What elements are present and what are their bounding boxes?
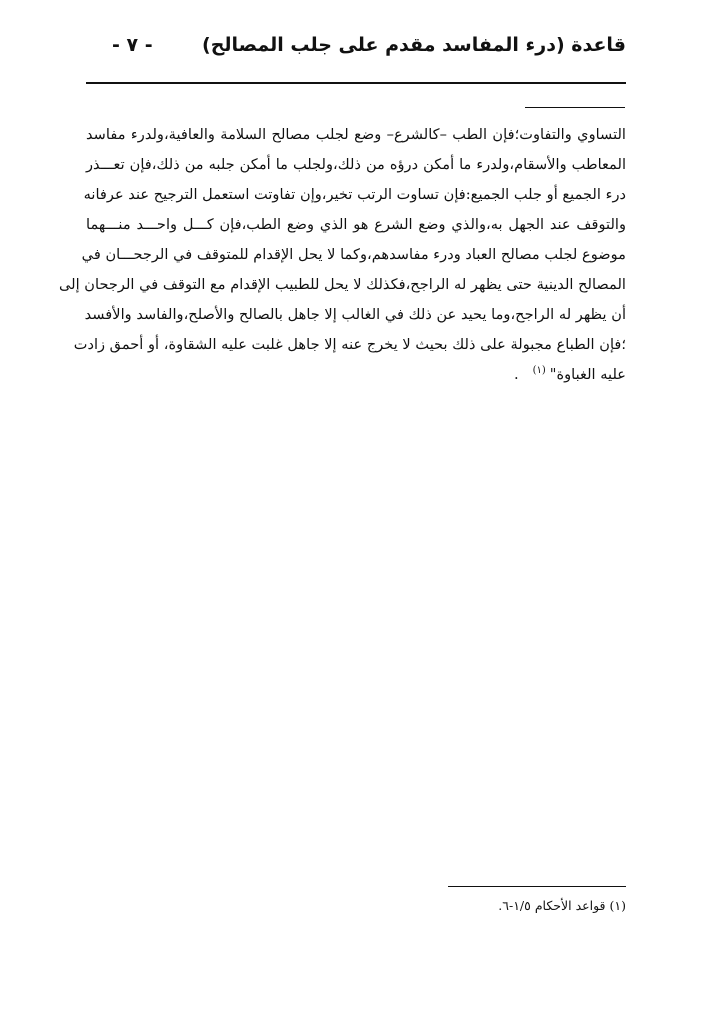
body-line-9-period: . (513, 366, 519, 383)
body-line-4: والتوقف عند الجهل به،والذي وضع الشرع هو الذي وضع الطب،فإن كـــل واحـــد منـــهما (86, 216, 626, 233)
footnote (498, 898, 626, 913)
footnote-rule (448, 886, 626, 887)
body-line-8: ؛فإن الطباع مجبولة على ذلك بحيث لا يخرج عنه إلا جاهل غلبت عليه الشقاوة، أو أحمق زادت (73, 336, 626, 353)
body-line-7: أن يظهر له الراجح،وما يحيد عن ذلك في الغالب إلا جاهل بالصالح والأصلح،والفاسد والأفسد (84, 306, 626, 323)
running-header (86, 28, 626, 68)
footnote-number: (١) (609, 898, 626, 913)
header-title: قاعدة (درء المفاسد مقدم على جلب المصالح) (202, 34, 626, 56)
header-rule (86, 82, 626, 84)
page-number: - ٧ - (112, 34, 153, 56)
body-line-3: درء الجميع أو جلب الجميع:فإن تساوت الرتب تخير،وإن تفاوتت استعمل الترجيح عند عرفانه (83, 186, 626, 203)
footnote-text: قواعد الأحكام ١/٥-٦. (498, 898, 606, 913)
body-text (58, 120, 626, 390)
body-line-1: التساوي والتفاوت؛فإن الطب –كالشرع– وضع لجلب مصالح السلامة والعافية،ولدرء مفاسد (86, 126, 626, 143)
body-line-6: المصالح الدينية حتى يظهر له الراجح،فكذلك لا يحل للطبيب الإقدام مع التوقف في الرجحان إلى (58, 276, 626, 293)
footnote-reference[interactable]: (١) (532, 365, 546, 377)
body-line-2: المعاطب والأسقام،ولدرء ما أمكن درؤه من ذلك،ولجلب ما أمكن جلبه من ذلك،فإن تعـــذر (86, 156, 626, 173)
body-line-9 (86, 360, 626, 390)
section-short-rule (525, 107, 625, 108)
body-line-5: موضوع لجلب مصالح العباد ودرء مفاسدهم،وكما لا يحل الإقدام للمتوقف في الرجحـــان في (81, 246, 626, 263)
body-line-9-text: عليه الغباوة" (549, 366, 626, 383)
